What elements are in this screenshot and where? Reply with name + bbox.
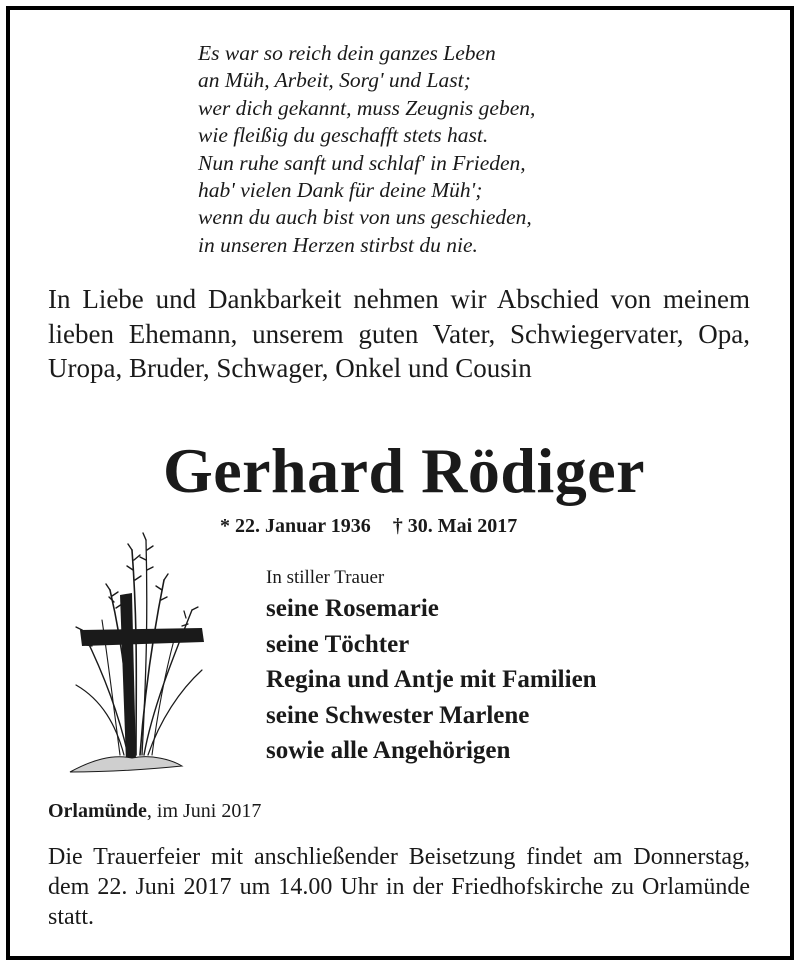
poem-line: wer dich gekannt, muss Zeugnis geben, xyxy=(198,95,536,120)
mourners-lead: In stiller Trauer xyxy=(266,567,385,588)
service-notice: Die Trauerfeier mit anschließender Beisetzung findet am Donnerstag, dem 22. Juni 2017 um 14.00 Uhr in der Friedhofskirche zu Orlamünde statt. xyxy=(48,844,750,930)
poem-line: an Müh, Arbeit, Sorg' und Last; xyxy=(198,68,471,93)
poem xyxy=(198,40,698,259)
intro-text: In Liebe und Dankbarkeit nehmen wir Abschied von meinem lieben Ehemann, unserem guten Vater, Schwiegervater, Opa, Uropa, Bruder, Schwager, Onkel und Cousin xyxy=(48,284,750,383)
obituary-frame xyxy=(6,6,794,960)
mourner-line: Regina und Antje mit Familien xyxy=(266,666,597,693)
deceased-name: Gerhard Rödiger xyxy=(162,435,646,506)
poem-line: wie fleißig du geschafft stets hast. xyxy=(198,123,489,148)
death-date: † 30. Mai 2017 xyxy=(392,515,518,537)
poem-line: in unseren Herzen stirbst du nie. xyxy=(198,232,478,257)
life-dates xyxy=(220,515,517,538)
mourner-line: sowie alle Angehörigen xyxy=(266,737,511,764)
mourners-block xyxy=(266,565,786,769)
poem-line: Nun ruhe sanft und schlaf' in Frieden, xyxy=(198,150,526,175)
place-and-date xyxy=(48,800,261,823)
poem-line: hab' vielen Dank für deine Müh'; xyxy=(198,178,483,203)
mourner-line: seine Schwester Marlene xyxy=(266,701,530,729)
poem-line: Es war so reich dein ganzes Leben xyxy=(198,41,496,65)
cross-with-grass-icon xyxy=(62,510,212,790)
place-date: , im Juni 2017 xyxy=(146,800,262,822)
place-town: Orlamünde xyxy=(48,800,147,822)
mourner-line: seine Töchter xyxy=(266,630,410,658)
mourner-line: seine Rosemarie xyxy=(266,595,439,622)
poem-line: wenn du auch bist von uns geschieden, xyxy=(198,205,532,230)
birth-date: * 22. Januar 1936 xyxy=(220,515,371,537)
